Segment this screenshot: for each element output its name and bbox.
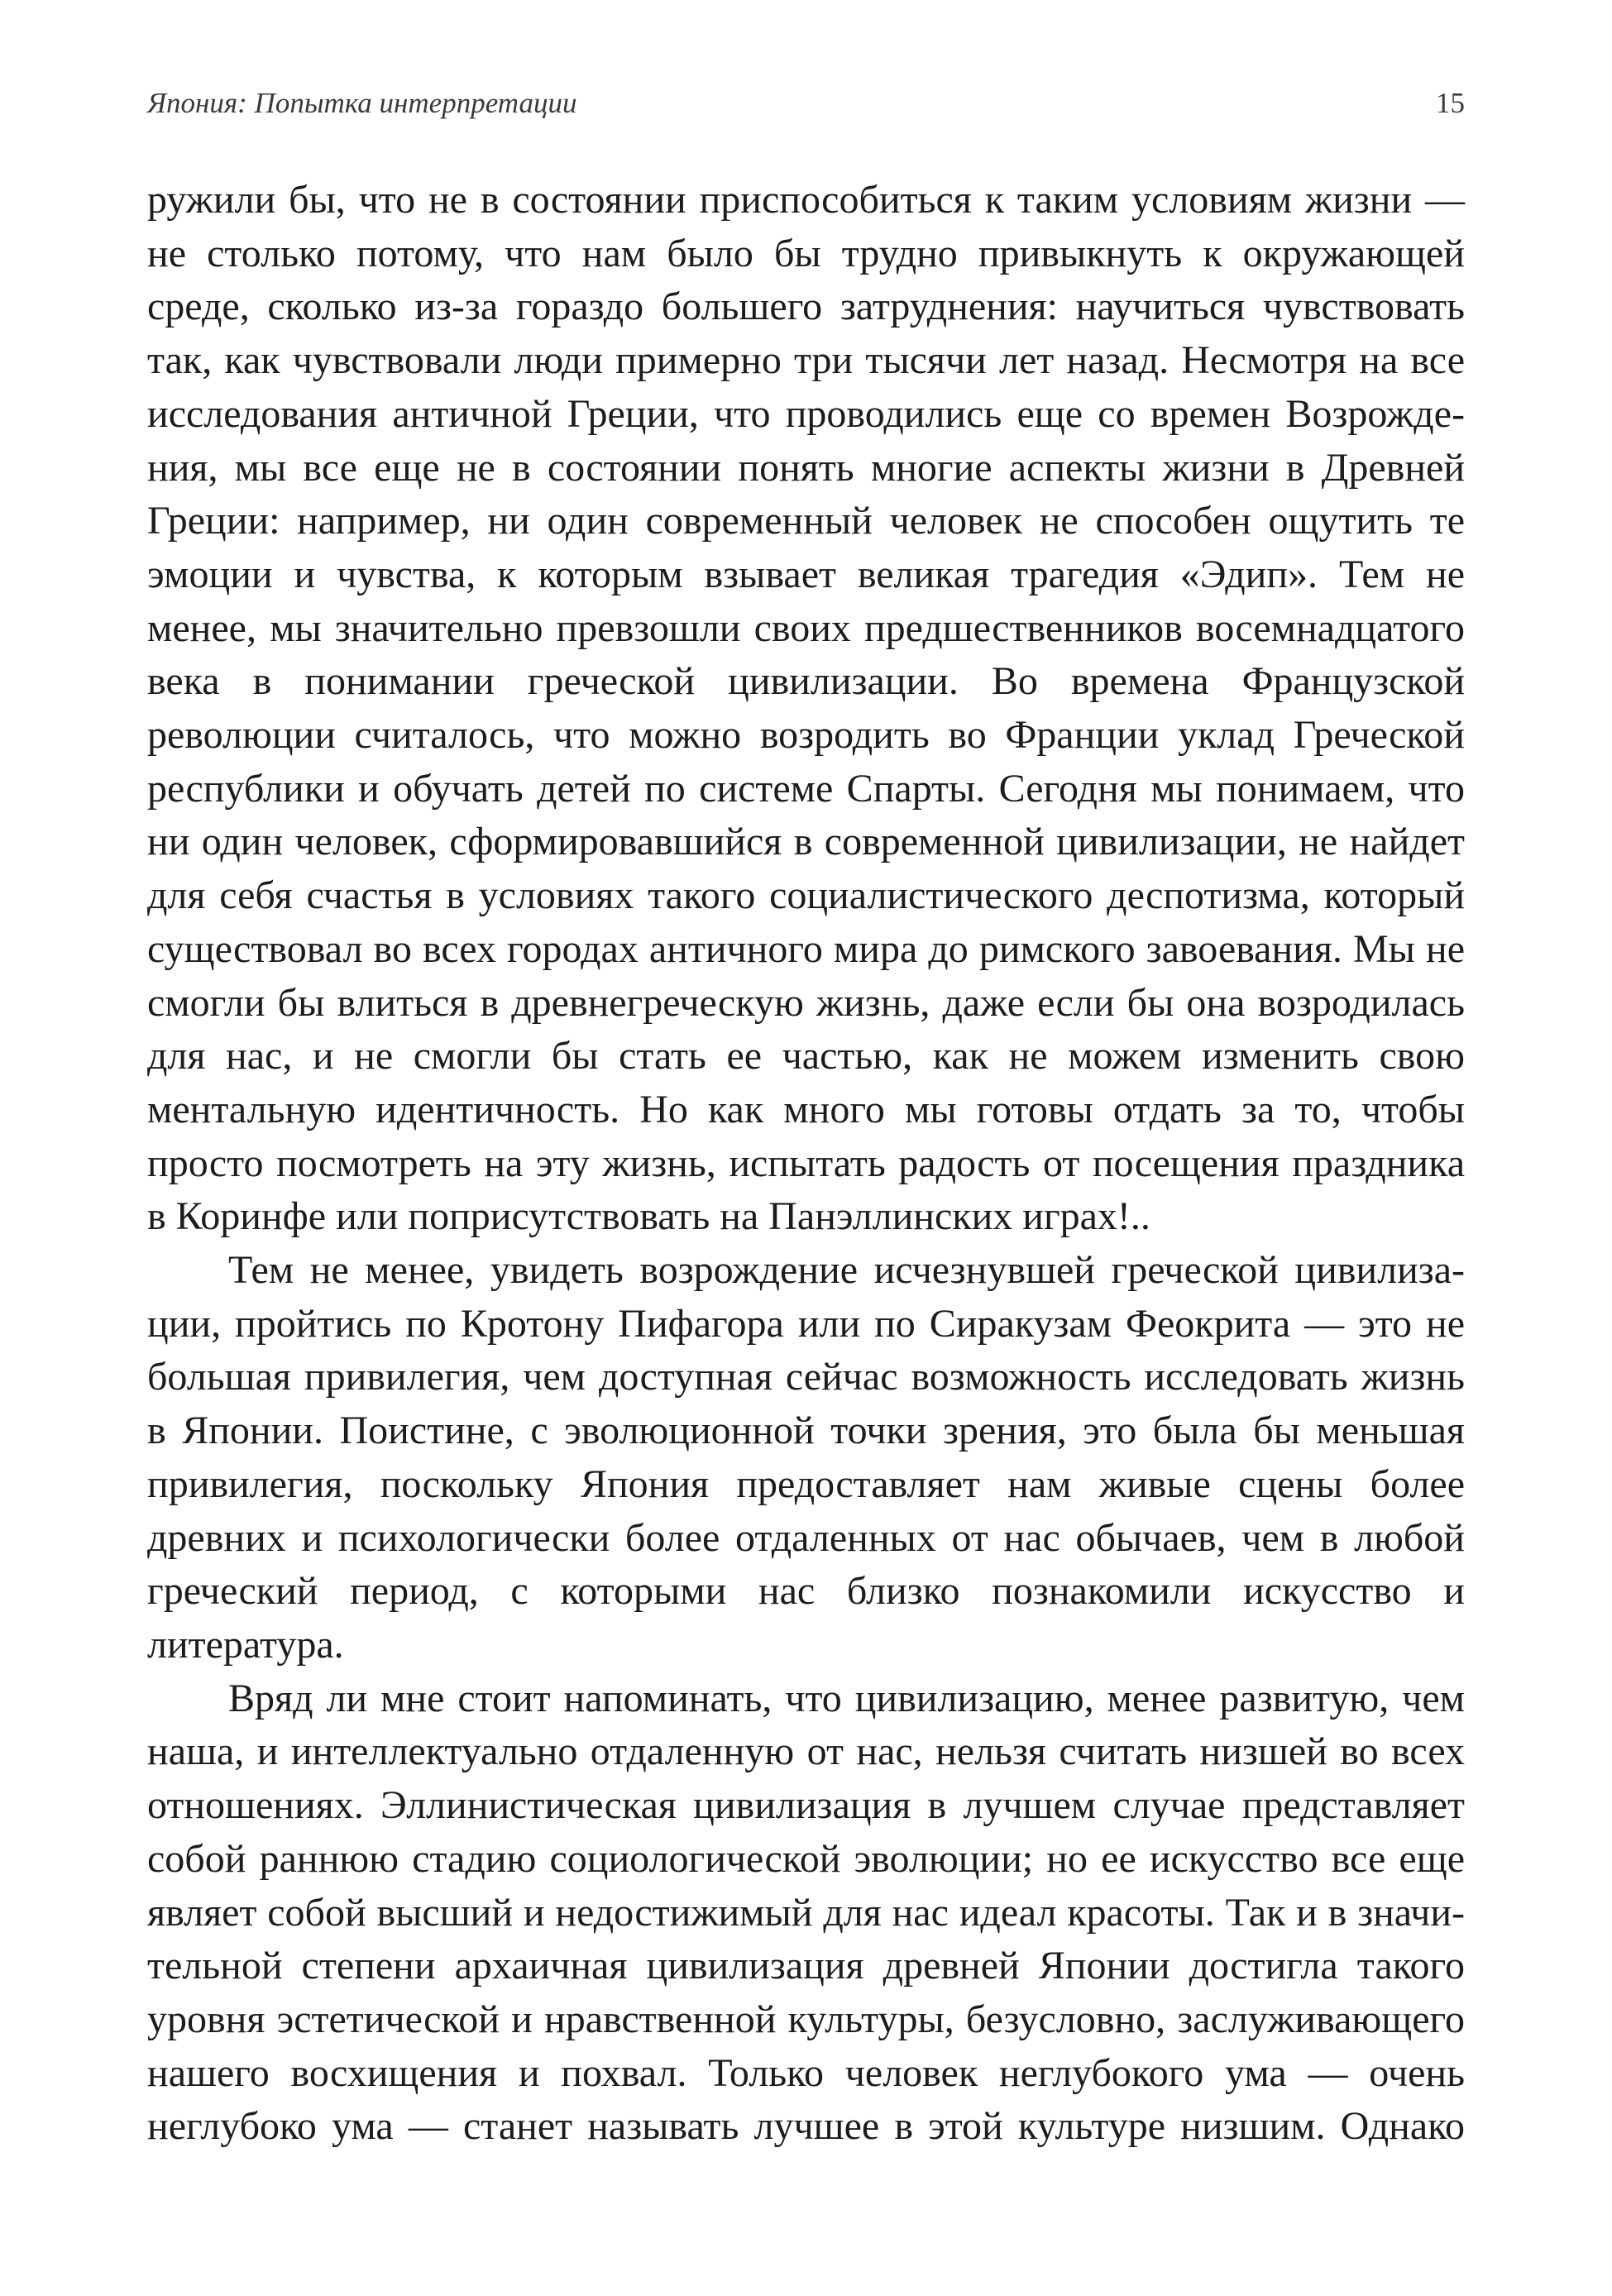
paragraph: ружили бы, что не в состоянии приспособиться к таким условиям жизни — не столько потому, что нам было бы трудно привыкнуть к окружающей среде, сколько из-за гораздо большего затруднения: научиться чувствовать так, как чувствовали люди примерно три тысячи лет назад. Несмотря на все исследования античной Греции, что проводились еще со времен Возрождения, мы все еще не в состоянии понять многие аспекты жизни в Древней Греции: например, ни один современный человек не способен ощутить те эмоции и чувства, к которым взывает великая трагедия «Эдип». Тем не менее, мы значительно превзошли своих предшественников восемнадцатого века в понимании греческой цивилизации. Во времена Французской революции считалось, что можно возродить во Франции уклад Греческой республики и обучать детей по системе Спарты. Сегодня мы понимаем, что ни один человек, сформировавшийся в современной цивилизации, не найдет для себя счастья в условиях такого социалистического деспотизма, который существовал во всех городах античного мира до римского завоевания. Мы не смогли бы влиться в древнегреческую жизнь, даже если бы она возродилась для нас, и не смогли бы стать ее частью, как не можем изменить свою ментальную идентичность. Но как много мы готовы отдать за то, чтобы просто посмотреть на эту жизнь, испытать радость от посещения праздника в Коринфе или поприсутствовать на Панэллинских играх!..	[147, 178, 1465, 1239]
running-head	[147, 87, 1465, 136]
running-head-title: Япония: Попытка интерпретации	[147, 87, 577, 119]
paragraph: Вряд ли мне стоит напоминать, что цивилизацию, менее развитую, чем наша, и интеллектуально отдаленную от нас, нельзя считать низшей во всех отношениях. Эллинистическая цивилизация в лучшем случае представляет собой раннюю стадию социологической эволюции; но ее искусство все еще являет собой высший и недостижимый для нас идеал красоты. Так и в значительной степени архаичная цивилизация древней Японии достигла такого уровня эстетической и нравственной культуры, безусловно, заслуживающего нашего восхищения и похвал. Только человек неглубокого ума — очень неглубоко ума — станет называть лучшее в этой культуре низшим. Однако	[147, 1676, 1465, 2149]
page-number: 15	[1436, 87, 1465, 119]
body-text	[147, 174, 1465, 2154]
paragraph: Тем не менее, увидеть возрождение исчезнувшей греческой цивилизации, пройтись по Кротону Пифагора или по Сиракузам Феокрита — это не большая привилегия, чем доступная сейчас возможность исследовать жизнь в Японии. Поистине, с эволюционной точки зрения, это была бы меньшая привилегия, поскольку Япония предоставляет нам живые сцены более древних и психологически более отдаленных от нас обычаев, чем в любой греческий период, с которыми нас близко познакомили искусство и литература.	[147, 1248, 1465, 1667]
